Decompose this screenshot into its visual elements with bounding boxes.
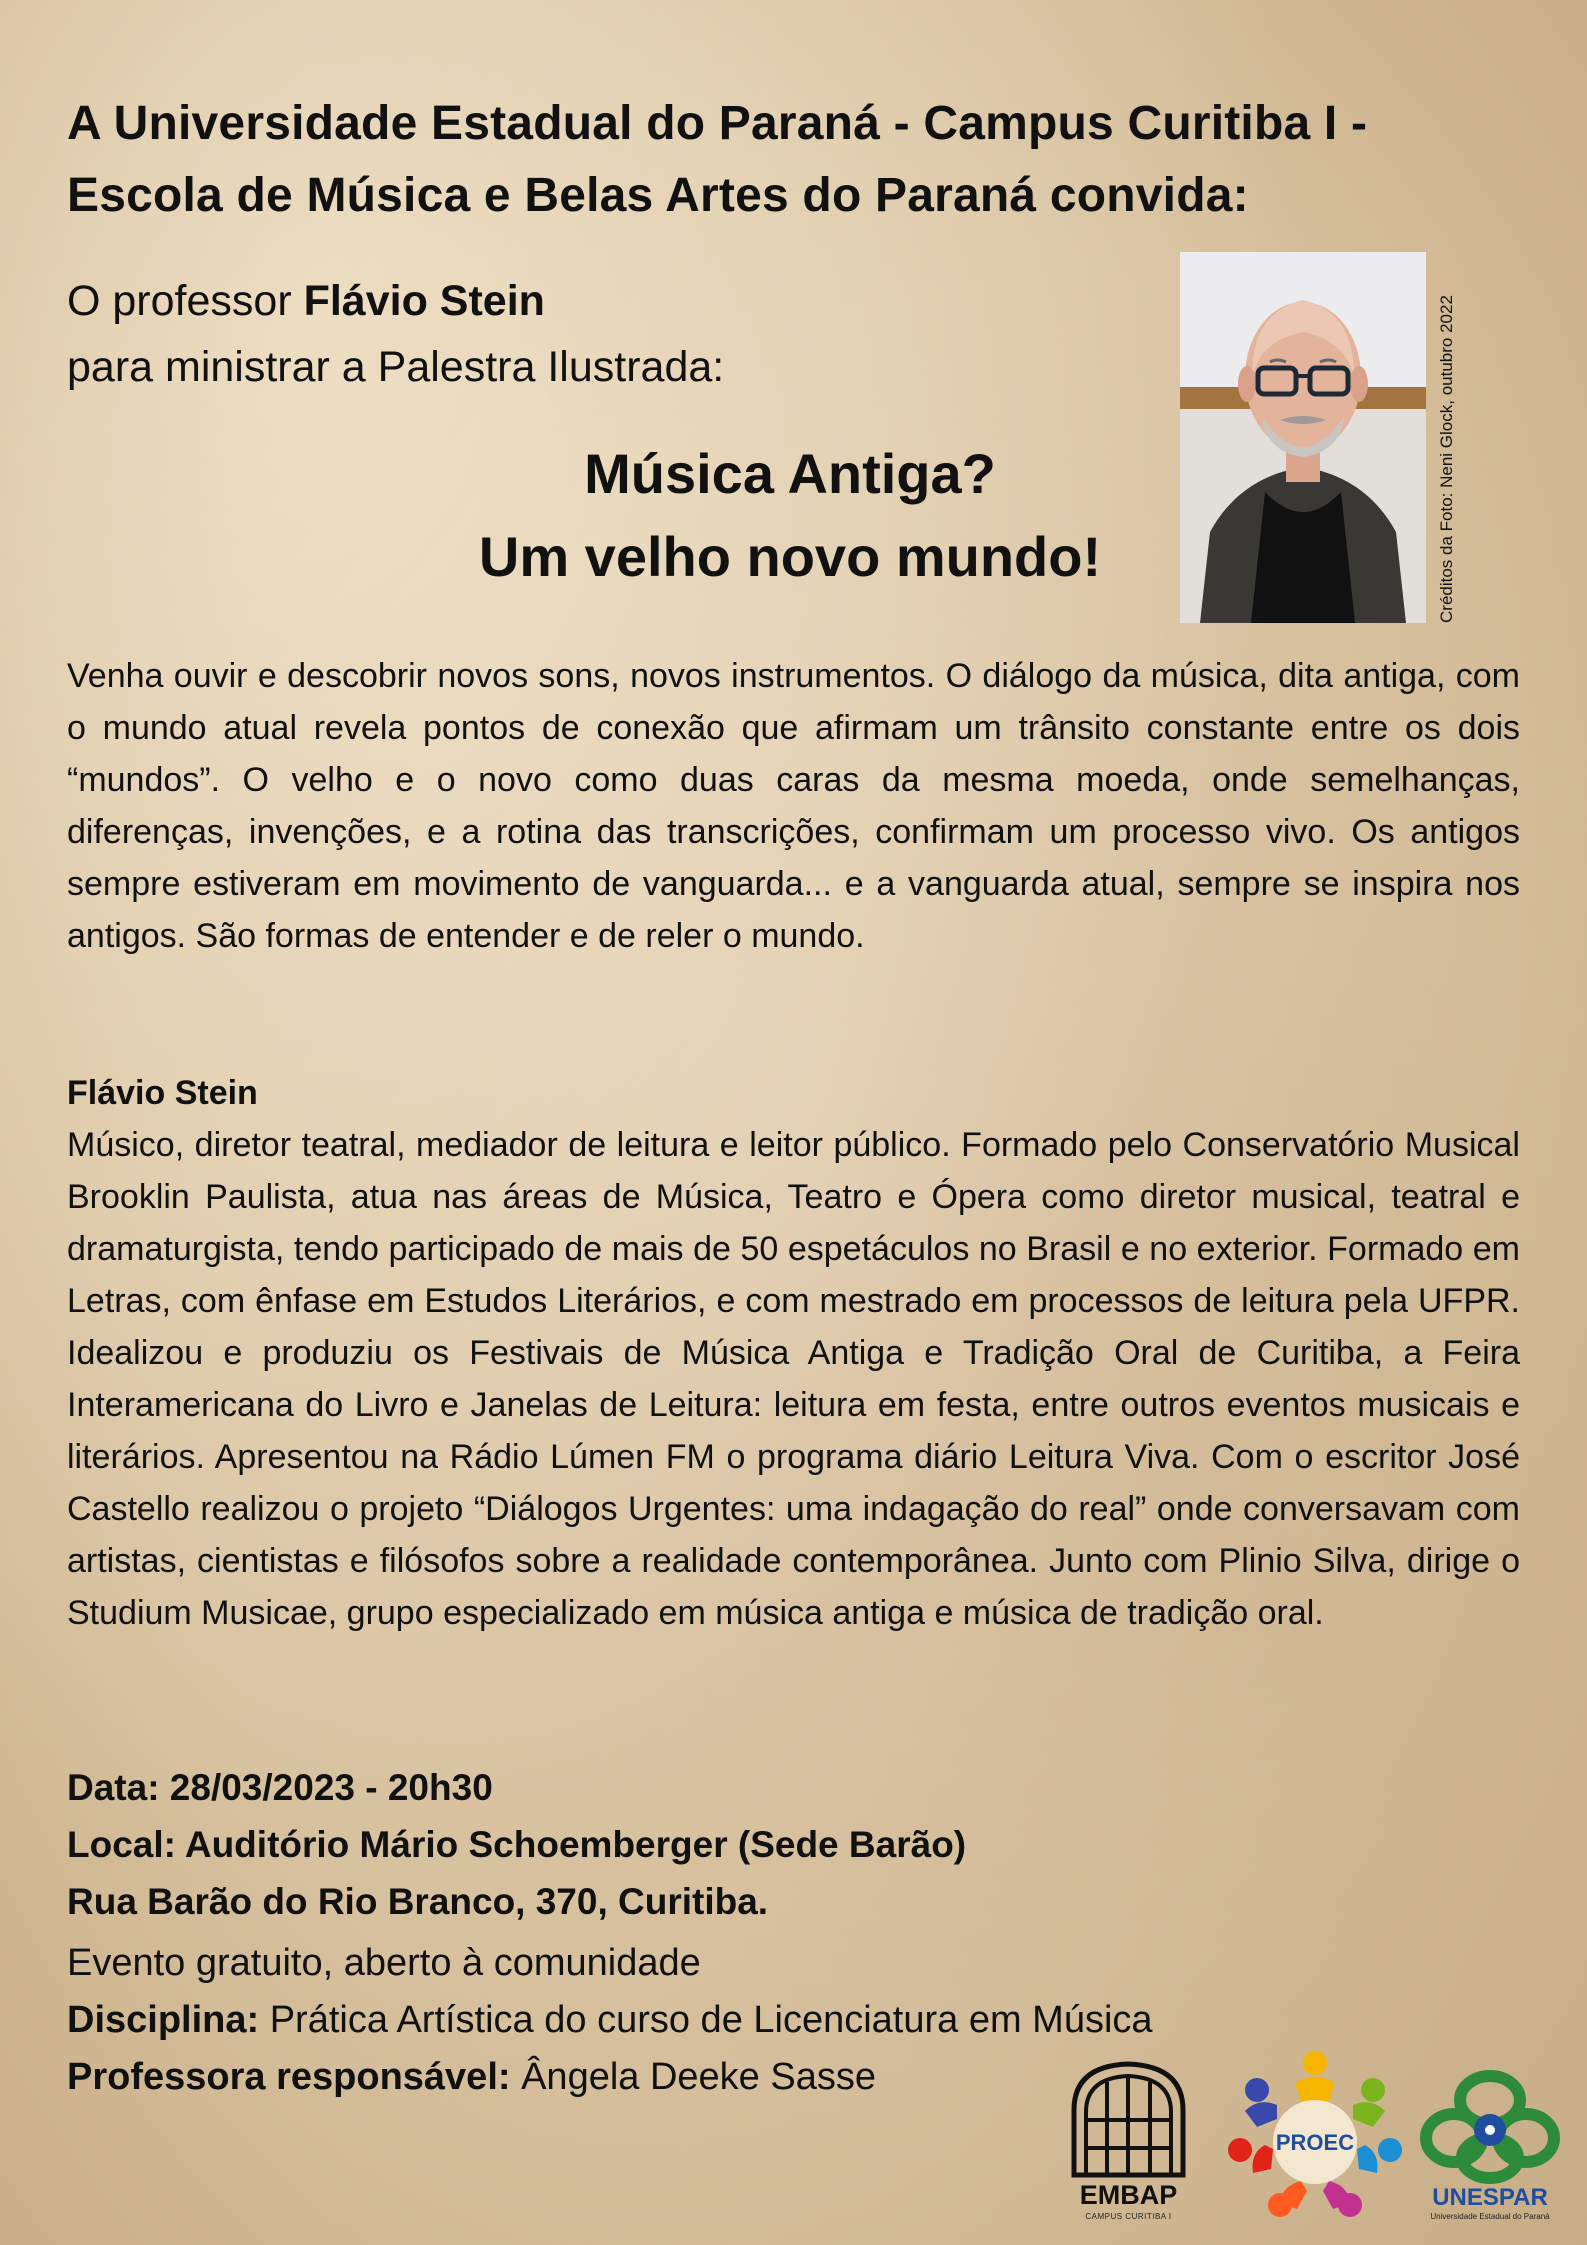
discipline-value: Prática Artística do curso de Licenciatura em Música bbox=[259, 1999, 1153, 2041]
header-line-1: A Universidade Estadual do Paraná - Campus Curitiba I - bbox=[67, 97, 1368, 150]
proec-logo bbox=[1225, 2045, 1405, 2225]
unespar-logo bbox=[1420, 2068, 1560, 2228]
embap-wordmark: EMBAP bbox=[1079, 2180, 1178, 2210]
unespar-wordmark: UNESPAR bbox=[1432, 2184, 1548, 2211]
embap-subtitle: CAMPUS CURITIBA I bbox=[1085, 2212, 1172, 2221]
lecture-title bbox=[380, 432, 1200, 598]
embap-arch-icon bbox=[1066, 2060, 1191, 2180]
portrait-illustration bbox=[1180, 252, 1426, 623]
event-discipline bbox=[67, 1992, 1467, 2049]
discipline-label: Disciplina: bbox=[67, 1999, 260, 2041]
proec-people-icon bbox=[1225, 2045, 1405, 2225]
intro-line-1 bbox=[67, 268, 1127, 334]
header bbox=[67, 88, 1527, 232]
title-line-1: Música Antiga? bbox=[584, 442, 996, 505]
bio-heading: Flávio Stein bbox=[67, 1074, 258, 1112]
professor-label: Professora responsável: bbox=[67, 2056, 511, 2098]
event-details bbox=[67, 1759, 1467, 1930]
photo-credit: Créditos da Foto: Neni Glock, outubro 2022 bbox=[1437, 295, 1456, 623]
intro bbox=[67, 268, 1127, 400]
event-address: Rua Barão do Rio Branco, 370, Curitiba. bbox=[67, 1881, 769, 1922]
event-date: Data: 28/03/2023 - 20h30 bbox=[67, 1767, 493, 1808]
lecture-description: Venha ouvir e descobrir novos sons, novos instrumentos. O diálogo da música, dita antiga, com o mundo atual revela pontos de conexão que afirmam um trânsito constante entre os dois “mundos”. O velho e o novo como duas caras da mesma moeda, onde semelhanças, diferenças, invenções, e a rotina das transcrições, confirmam um processo vivo. Os antigos sempre estiveram em movimento de vanguarda... e a vanguarda atual, sempre se inspira nos antigos. São formas de entender e de reler o mundo. bbox=[67, 657, 1520, 955]
professor-value: Ângela Deeke Sasse bbox=[510, 2056, 876, 2098]
intro-line-2: para ministrar a Palestra Ilustrada: bbox=[67, 343, 725, 391]
proec-wordmark: PROEC bbox=[1275, 2130, 1355, 2155]
embap-logo bbox=[1066, 2060, 1191, 2230]
bio-text: Músico, diretor teatral, mediador de leitura e leitor público. Formado pelo Conservatório Musical Brooklin Paulista, atua nas áreas de Música, Teatro e Ópera como diretor musical, teatral e dramaturgista, tendo participado de mais de 50 espetáculos no Brasil e no exterior. Formado em Letras, com ênfase em Estudos Literários, e com mestrado em processos de leitura pela UFPR. Idealizou e produziu os Festivais de Música Antiga e Tradição Oral de Curitiba, a Feira Interamericana do Livro e Janelas de Leitura: leitura em festa, entre outros eventos musicais e literários. Apresentou na Rádio Lúmen FM o programa diário Leitura Viva. Com o escritor José Castello realizou o projeto “Diálogos Urgentes: uma indagação do real” onde conversavam com artistas, cientistas e filósofos sobre a realidade contemporânea. Junto com Plinio Silva, dirige o Studium Musicae, grupo especializado em música antiga e música de tradição oral. bbox=[67, 1126, 1520, 1632]
event-free: Evento gratuito, aberto à comunidade bbox=[67, 1942, 701, 1984]
header-line-2: Escola de Música e Belas Artes do Paraná convida: bbox=[67, 169, 1249, 222]
unespar-subtitle: Universidade Estadual do Paraná bbox=[1430, 2212, 1550, 2221]
intro-prefix: O professor bbox=[67, 277, 304, 325]
speaker-name: Flávio Stein bbox=[303, 277, 545, 325]
title-line-2: Um velho novo mundo! bbox=[478, 525, 1102, 588]
event-location: Local: Auditório Mário Schoemberger (Sede Barão) bbox=[67, 1824, 967, 1865]
speaker-photo bbox=[1180, 252, 1426, 623]
unespar-emblem-icon bbox=[1420, 2068, 1560, 2184]
